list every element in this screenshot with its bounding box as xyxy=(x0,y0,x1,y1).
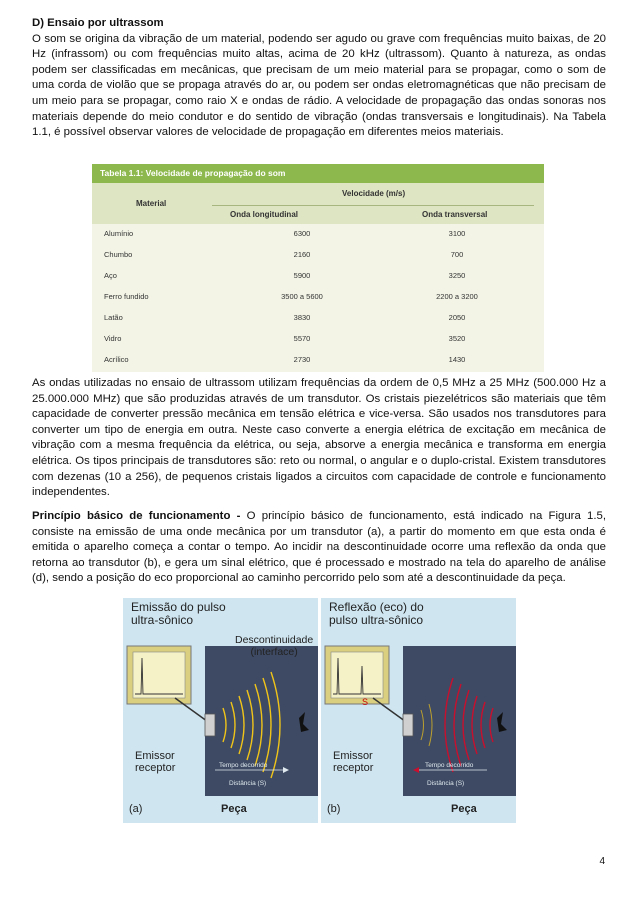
transducer xyxy=(205,714,215,736)
table-row xyxy=(92,308,544,329)
col-longitudinal: Onda longitudinal xyxy=(230,210,298,219)
principle-lead: Princípio básico de funcionamento - xyxy=(32,510,247,522)
emitter-line2: receptor xyxy=(135,762,176,774)
cell-material: Ferro fundido xyxy=(104,292,149,301)
emitter-line2: receptor xyxy=(333,762,374,774)
cell-long: 3500 a 5600 xyxy=(281,292,323,301)
cell-long: 2160 xyxy=(293,250,311,259)
cell-long: 3830 xyxy=(293,313,311,322)
cell-material: Alumínio xyxy=(104,229,134,238)
emitter-receiver-label xyxy=(135,750,175,774)
emission-illustration xyxy=(123,598,318,823)
emitter-line1: Emissor xyxy=(135,750,175,762)
cell-material: Aço xyxy=(104,271,117,280)
table-row xyxy=(92,350,544,371)
cell-trans: 3250 xyxy=(448,271,466,280)
echo-title-line2: pulso ultra-sônico xyxy=(329,613,424,627)
cell-material: Chumbo xyxy=(104,250,133,259)
table-row xyxy=(92,224,544,245)
transducer xyxy=(403,714,413,736)
echo-title xyxy=(329,601,424,627)
emitter-line1: Emissor xyxy=(333,750,373,762)
piece-label: Peça xyxy=(451,803,477,815)
piece-label: Peça xyxy=(221,803,247,815)
table-row xyxy=(92,245,544,266)
panel-emission xyxy=(123,598,318,823)
transducer-paragraph: As ondas utilizadas no ensaio de ultrassom utilizam frequências da ordem de 0,5 MHz a 25 MHz (500.000 Hz a 25.000.000 MHz) que são produzidas através de um transdutor. Os cristais piezelétricos são materiais que têm capacidade de converter pressão mecânica em tensão elétrica e vice-versa. São usados nos transdutores para converter um tipo de energia em outra. Neste caso converte a energia elétrica de excitação em mecânica de vibração com a mesma frequência da elétrica, ou seja, absorve a energia mecânica e transforma em energia elétrica. Os tipos principais de transdutores são: reto ou normal, o angular e o duplo-cristal. Existem transdutores com dezenas (10 a 256), de pequenos cristais ligados a circuitos com capacidade de controle e funcionamento independentes. xyxy=(32,377,606,499)
distance-label: Distância (S) xyxy=(229,780,267,787)
time-elapsed-label: Tempo decorrido xyxy=(219,762,268,769)
col-material: Material xyxy=(136,199,167,208)
echo-illustration xyxy=(321,598,516,823)
cell-long: 2730 xyxy=(293,355,311,364)
discontinuity-label xyxy=(235,634,313,658)
panel-echo xyxy=(321,598,516,823)
table-row xyxy=(92,287,544,308)
panel-a-label: (a) xyxy=(129,803,143,815)
velocity-table xyxy=(92,164,544,372)
cell-material: Acrílico xyxy=(104,355,129,364)
distance-label: Distância (S) xyxy=(427,780,465,787)
discontinuity-line2: (interface) xyxy=(250,646,298,658)
time-elapsed-label: Tempo decorrido xyxy=(425,762,474,769)
cell-trans: 1430 xyxy=(448,355,466,364)
cell-trans: 3520 xyxy=(448,334,466,343)
echo-distance-mark: S xyxy=(362,697,369,707)
cell-long: 5900 xyxy=(293,271,311,280)
cell-long: 5570 xyxy=(293,334,311,343)
page-number: 4 xyxy=(599,856,605,867)
ultrasound-figure xyxy=(123,598,516,823)
cell-trans: 700 xyxy=(450,250,464,259)
section-heading: D) Ensaio por ultrassom xyxy=(32,17,164,29)
principle-paragraph xyxy=(32,509,606,587)
table-row xyxy=(92,266,544,287)
emission-title-line1: Emissão do pulso xyxy=(131,600,226,614)
cell-trans: 2050 xyxy=(448,313,466,322)
table-title: Tabela 1.1: Velocidade de propagação do som xyxy=(92,164,544,183)
cell-material: Latão xyxy=(104,313,123,322)
emitter-receiver-label xyxy=(333,750,373,774)
cell-material: Vidro xyxy=(104,334,122,343)
intro-paragraph: O som se origina da vibração de um material, podendo ser agudo ou grave com frequências muito baixas, de 20 Hz (infrassom) ou com frequências muito altas, acima de 20 kHz (ultrassom). Quanto à natureza, as ondas podem ser classificadas em mecânicas, que precisam de um meio material para se propagar, como o som de uma corda de violão que se propaga através do ar, ou podem ser ondas eletromagnéticas que não precisam de um meio para se propagar, como raio X e ondas de rádio. A velocidade de propagação das ondas sonoras nos materiais depende do meio condutor e do sentido de vibração (ondas transversais e longitudinais). Na Tabela 1.1, é possível observar valores de velocidade de propagação em diferentes meios materiais. xyxy=(32,32,606,139)
echo-title-line1: Reflexão (eco) do xyxy=(329,600,424,614)
col-velocity: Velocidade (m/s) xyxy=(342,189,406,198)
cell-trans: 2200 a 3200 xyxy=(436,292,478,301)
cell-trans: 3100 xyxy=(448,229,466,238)
discontinuity-line1: Descontinuidade xyxy=(235,634,314,646)
emission-title-line2: ultra-sônico xyxy=(131,613,194,627)
emission-title xyxy=(131,601,226,627)
table-row xyxy=(92,329,544,350)
cell-long: 6300 xyxy=(293,229,311,238)
col-transversal: Onda transversal xyxy=(422,210,488,219)
principle-text: O princípio básico de funcionamento, está indicado na Figura 1.5, consiste na emissão de uma onde mecânica por um transdutor (a), a partir do momento em que esta onda é emitida o aparelho começa a contar o tempo. Ao incidir na descontinuidade ocorre uma reflexão da onda que retorna ao transdutor (b), e gera um sinal elétrico, que é processado e mostrado na tela do aparelho de análise (d), sendo a posição do eco proporcional ao caminho percorrido pelo som até a descontinuidade da peça. xyxy=(32,510,607,585)
table-header xyxy=(92,183,544,224)
panel-b-label: (b) xyxy=(327,803,341,815)
header-rule xyxy=(212,205,534,206)
intro-section xyxy=(32,16,606,141)
